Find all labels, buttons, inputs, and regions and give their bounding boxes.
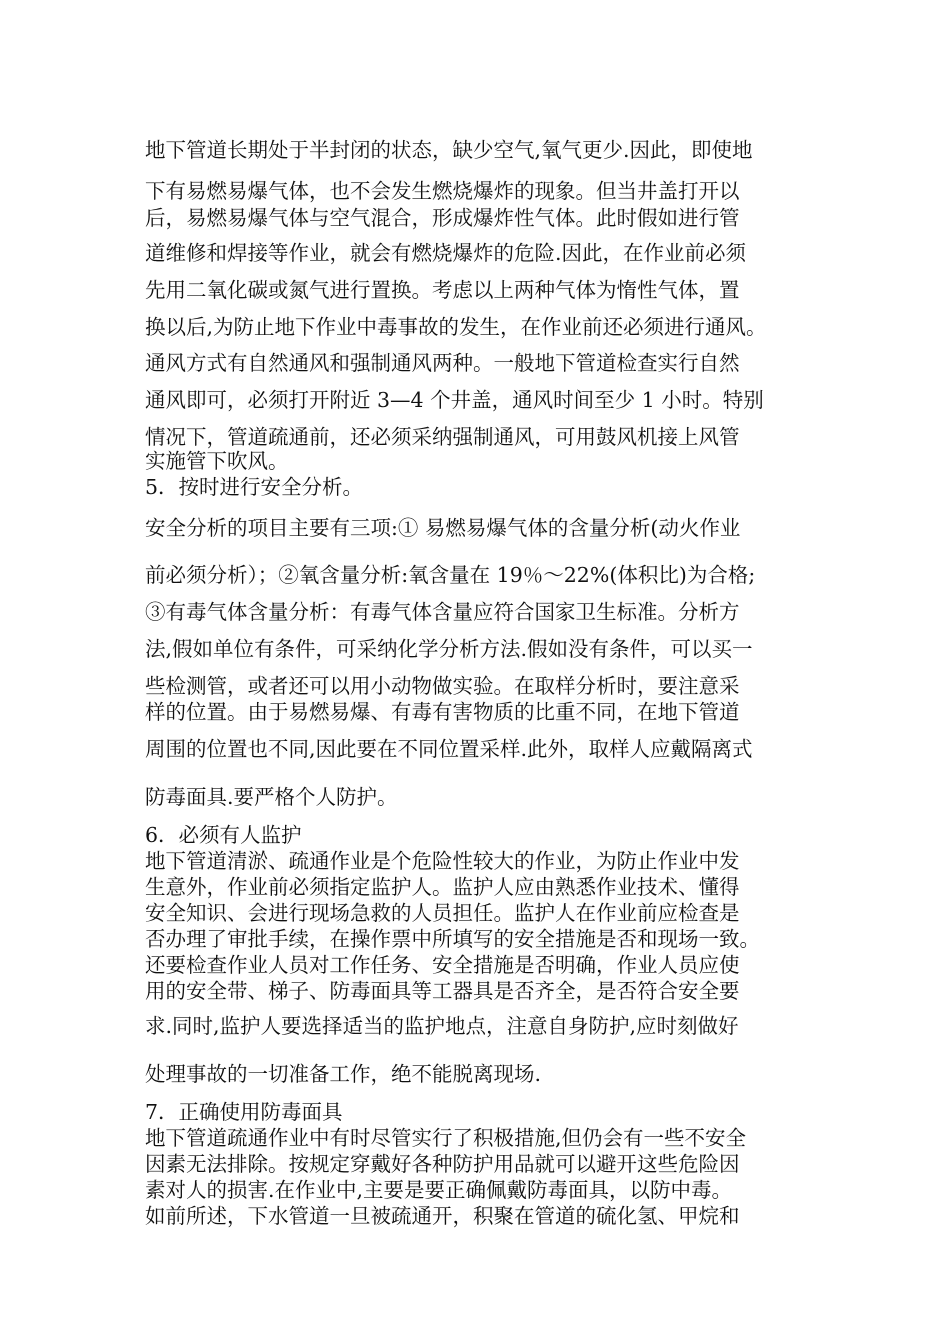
text-line: 素对人的损害.在作业中,主要是要正确佩戴防毒面具，以防中毒。: [145, 1178, 733, 1202]
text-line: 些检测管，或者还可以用小动物做实验。在取样分析时，要注意采: [145, 674, 740, 698]
text-line: 生意外，作业前必须指定监护人。监护人应由熟悉作业技术、懂得: [145, 875, 740, 899]
text-line: 用的安全带、梯子、防毒面具等工器具是否齐全，是否符合安全要: [145, 979, 740, 1003]
section-heading: 5．按时进行安全分析。: [145, 475, 364, 499]
text-line: 如前所述，下水管道一旦被疏通开，积聚在管道的硫化氢、甲烷和: [145, 1204, 740, 1228]
text-line: 下有易燃易爆气体，也不会发生燃烧爆炸的现象。但当井盖打开以: [145, 179, 740, 203]
text-line: 情况下，管道疏通前，还必须采纳强制通风，可用鼓风机接上风管: [145, 425, 740, 449]
text-line: 样的位置。由于易燃易爆、有毒有害物质的比重不同，在地下管道: [145, 700, 740, 724]
text-line: 实施管下吹风。: [145, 449, 289, 473]
text-line: 通风即可，必须打开附近 3—4 个井盖，通风时间至少 1 小时。特别: [145, 388, 764, 412]
section-heading: 7．正确使用防毒面具: [145, 1100, 343, 1124]
text-line: 换以后,为防止地下作业中毒事故的发生，在作业前还必须进行通风。: [145, 315, 767, 339]
text-line: 否办理了审批手续，在操作票中所填写的安全措施是否和现场一致。: [145, 927, 760, 951]
text-line: 后，易燃易爆气体与空气混合，形成爆炸性气体。此时假如进行管: [145, 206, 740, 230]
text-line: 求.同时,监护人要选择适当的监护地点，注意自身防护,应时刻做好: [145, 1014, 739, 1038]
text-line: 地下管道疏通作业中有时尽管实行了积极措施,但仍会有一些不安全: [145, 1126, 747, 1150]
text-line: ③有毒气体含量分析：有毒气体含量应符合国家卫生标准。分析方: [145, 600, 740, 624]
section-heading: 6．必须有人监护: [145, 823, 302, 847]
text-line: 安全知识、会进行现场急救的人员担任。监护人在作业前应检查是: [145, 901, 740, 925]
text-line: 周围的位置也不同,因此要在不同位置采样.此外，取样人应戴隔离式: [145, 737, 753, 761]
text-line: 通风方式有自然通风和强制通风两种。一般地下管道检查实行自然: [145, 351, 740, 375]
text-line: 地下管道长期处于半封闭的状态，缺少空气,氧气更少.因此，即使地: [145, 138, 753, 162]
text-line: 防毒面具.要严格个人防护。: [145, 785, 398, 809]
text-line: 地下管道清淤、疏通作业是个危险性较大的作业，为防止作业中发: [145, 849, 740, 873]
text-line: 前必须分析）；②氧含量分析:氧含量在 19％～22%(体积比)为合格;: [145, 563, 756, 587]
text-line: 道维修和焊接等作业，就会有燃烧爆炸的危险.因此，在作业前必须: [145, 241, 747, 265]
text-line: 处理事故的一切准备工作，绝不能脱离现场.: [145, 1062, 542, 1086]
text-line: 法,假如单位有条件，可采纳化学分析方法.假如没有条件，可以买一: [145, 637, 753, 661]
text-line: 先用二氧化碳或氮气进行置换。考虑以上两种气体为惰性气体，置: [145, 278, 740, 302]
text-line: 因素无法排除。按规定穿戴好各种防护用品就可以避开这些危险因: [145, 1152, 740, 1176]
text-line: 安全分析的项目主要有三项:① 易燃易爆气体的含量分析(动火作业: [145, 516, 741, 540]
text-line: 还要检查作业人员对工作任务、安全措施是否明确，作业人员应使: [145, 953, 740, 977]
